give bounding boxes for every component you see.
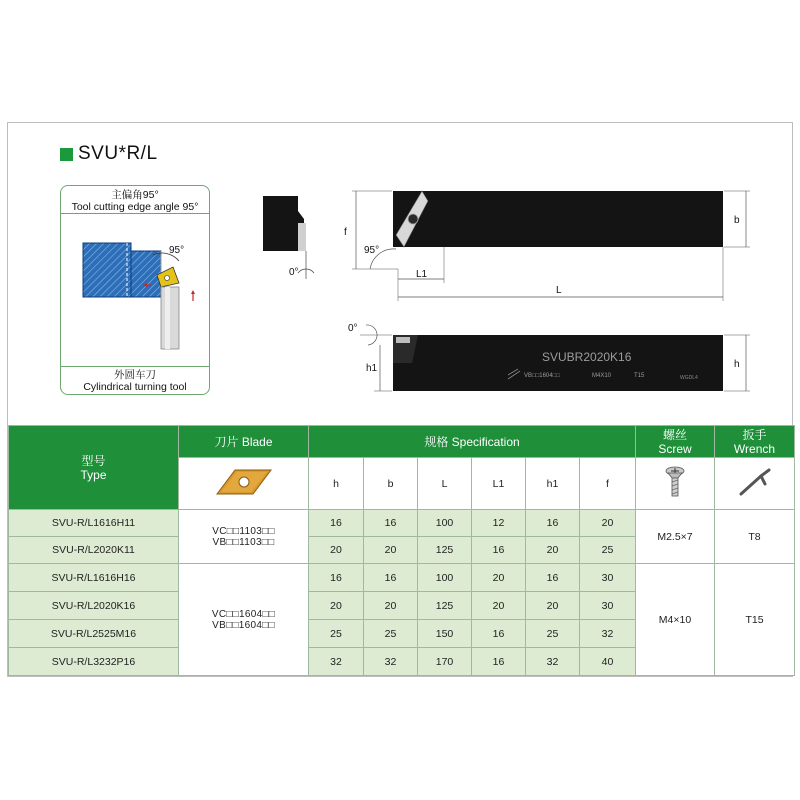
holder-body-top <box>393 191 723 247</box>
cell-b: 20 <box>364 537 418 564</box>
wrench-icon <box>735 464 775 500</box>
blade-vb-1604: VB□□1604□□ <box>212 619 275 631</box>
cell-h: 25 <box>309 620 364 648</box>
holder-screw-marking: M4X10 <box>592 373 612 379</box>
cell-h: 20 <box>309 592 364 620</box>
top-view <box>344 191 750 301</box>
cell-b: 16 <box>364 510 418 537</box>
wrench-image-cell <box>715 458 795 510</box>
dim-b-label: b <box>734 215 740 226</box>
card-bottom-cn: 外圆车刀 <box>114 369 156 381</box>
cell-h: 16 <box>309 510 364 537</box>
cell-b: 32 <box>364 648 418 676</box>
cell-h: 32 <box>309 648 364 676</box>
cell-h: 16 <box>309 564 364 592</box>
blade-insert-icon <box>209 464 279 500</box>
screw-group-2: M4×10 <box>636 564 715 676</box>
blade-group-2 <box>179 564 309 676</box>
front-angle-label: 0° <box>348 323 358 334</box>
product-sheet <box>7 122 793 677</box>
screw-image-cell <box>636 458 715 510</box>
row-type: SVU-R/L2020K16 <box>9 592 179 620</box>
cell-h: 20 <box>309 537 364 564</box>
card-top-cn: 主偏角95° <box>111 189 159 201</box>
row-type: SVU-R/L3232P16 <box>9 648 179 676</box>
cell-l1: 20 <box>472 592 526 620</box>
blade-image-cell <box>179 458 309 510</box>
cell-l: 100 <box>418 510 472 537</box>
dim-h1-label: h1 <box>366 363 378 374</box>
blade-header: 刀片 Blade <box>179 426 309 458</box>
screw-group-1: M2.5×7 <box>636 510 715 564</box>
blade-vb-1103: VB□□1103□□ <box>212 536 275 548</box>
cell-f: 30 <box>580 592 636 620</box>
blade-vc-1103: VC□□1103□□ <box>212 525 275 537</box>
cell-h1: 16 <box>526 564 580 592</box>
cell-l1: 12 <box>472 510 526 537</box>
dim-l-label: L <box>556 285 562 296</box>
wrench-group-2: T15 <box>715 564 795 676</box>
col-h1: h1 <box>526 458 580 510</box>
cell-f: 20 <box>580 510 636 537</box>
cell-h1: 20 <box>526 592 580 620</box>
col-l: L <box>418 458 472 510</box>
card-bottom-en: Cylindrical turning tool <box>83 381 187 393</box>
wrench-header-en: Wrench <box>733 441 776 456</box>
blade-group-1 <box>179 510 309 564</box>
col-b: b <box>364 458 418 510</box>
side-view <box>263 196 314 279</box>
wrench-group-1: T8 <box>715 510 795 564</box>
holder-code-marking: WGDL4 <box>680 375 698 381</box>
holder-wrench-marking: T15 <box>634 373 645 379</box>
card-angle-label: 95° <box>169 245 185 256</box>
blade-vc-1604: VC□□1604□□ <box>211 608 276 620</box>
col-f: f <box>580 458 636 510</box>
cell-b: 25 <box>364 620 418 648</box>
spec-table <box>8 425 795 676</box>
spec-header: 规格 Specification <box>309 426 636 458</box>
wrench-header-cn: 扳手 <box>742 427 767 442</box>
cell-f: 30 <box>580 564 636 592</box>
row-type: SVU-R/L2525M16 <box>9 620 179 648</box>
dim-f-label: f <box>344 227 347 238</box>
cell-l1: 16 <box>472 537 526 564</box>
cell-h1: 20 <box>526 537 580 564</box>
dim-h-label: h <box>734 359 740 370</box>
cell-l: 170 <box>418 648 472 676</box>
col-l1: L1 <box>472 458 526 510</box>
table-row <box>9 564 795 592</box>
cell-b: 20 <box>364 592 418 620</box>
type-header <box>9 426 179 510</box>
cell-f: 32 <box>580 620 636 648</box>
type-header-en: Type <box>80 467 107 482</box>
table-row <box>9 510 795 537</box>
top-angle-label: 95° <box>364 245 380 256</box>
screw-icon <box>660 464 690 500</box>
title-text: SVU*R/L <box>78 143 158 164</box>
cell-l: 100 <box>418 564 472 592</box>
dim-l1-label: L1 <box>416 269 428 280</box>
cell-h1: 32 <box>526 648 580 676</box>
type-header-cn: 型号 <box>81 453 106 468</box>
cell-l1: 16 <box>472 620 526 648</box>
col-h: h <box>309 458 364 510</box>
row-type: SVU-R/L1616H11 <box>9 510 179 537</box>
screw-header-cn: 螺丝 <box>662 427 687 442</box>
screw-header <box>636 426 715 458</box>
holder-sub-marking: VB□□1604□□ <box>524 373 560 379</box>
technical-drawing <box>8 123 794 423</box>
cell-l: 125 <box>418 537 472 564</box>
wrench-header <box>715 426 795 458</box>
row-type: SVU-R/L1616H16 <box>9 564 179 592</box>
cell-f: 40 <box>580 648 636 676</box>
cell-h1: 16 <box>526 510 580 537</box>
cell-f: 25 <box>580 537 636 564</box>
screw-header-en: Screw <box>658 441 692 456</box>
cell-l: 125 <box>418 592 472 620</box>
cell-l: 150 <box>418 620 472 648</box>
row-type: SVU-R/L2020K11 <box>9 537 179 564</box>
cell-l1: 16 <box>472 648 526 676</box>
cell-h1: 25 <box>526 620 580 648</box>
holder-marking: SVUBR2020K16 <box>542 350 632 364</box>
card-top-en: Tool cutting edge angle 95° <box>71 201 199 213</box>
cell-b: 16 <box>364 564 418 592</box>
cell-l1: 20 <box>472 564 526 592</box>
side-angle-label: 0° <box>289 267 299 278</box>
front-view <box>348 323 750 391</box>
